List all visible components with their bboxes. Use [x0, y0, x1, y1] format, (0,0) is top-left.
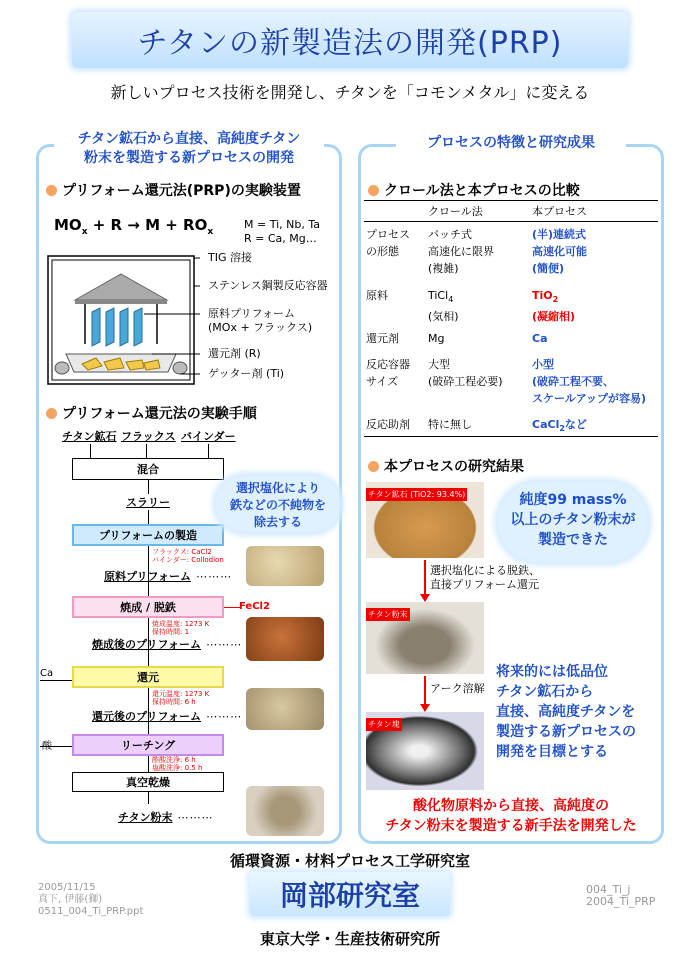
label-reductant: 還元剤 (R) [208, 347, 261, 360]
titanium-powder-row: チタン粉末 ⋯⋯⋯ [118, 811, 214, 824]
row-vessel-this: 小型 (破砕工程不要、 スケールアップが容易) [532, 358, 647, 405]
label-getter: ゲッター剤 (Ti) [208, 367, 285, 380]
title-banner [72, 12, 628, 68]
step-leaching: リーチング [72, 734, 224, 756]
reduction-conditions: 還元温度: 1273 K 保持時間: 6 h [152, 690, 210, 706]
bullet-icon [46, 185, 57, 196]
titanium-powder-photo [246, 786, 324, 836]
input-ore: チタン鉱石 [62, 430, 117, 443]
ingot-photo: チタン塊 [366, 712, 484, 790]
compare-title: クロール法と本プロセスの比較 [368, 180, 580, 200]
make-conditions: フラックス: CaCl2 バインダー: Collodion [152, 548, 224, 564]
step-vacuum-dry: 真空乾燥 [72, 772, 224, 792]
row-vessel-label: 反応容器 サイズ [366, 358, 410, 388]
arrow-down-icon [420, 704, 430, 712]
lab-name: 岡部研究室 [279, 879, 420, 912]
conclusion-text: 酸化物原料から直接、高純度の チタン粉末を製造する新手法を開発した [385, 798, 637, 834]
row-aid-kroll: 特に無し [428, 418, 472, 431]
input-binder: バインダー [181, 430, 236, 443]
bullet-icon [368, 185, 379, 196]
reduced-preform-row: 還元後のプリフォーム ⋯⋯⋯ [92, 710, 243, 723]
footer-left-meta: 2005/11/15 真下, 伊藤(獅) 0511_004_Ti_PRP.ppt [38, 882, 144, 917]
lab-full-name: 循環資源・材料プロセス工学研究室 [229, 852, 470, 870]
page-title: チタンの新製造法の開発(PRP) [137, 26, 563, 61]
equation-notes: M = Ti, Nb, Ta R = Ca, Mg… [244, 218, 320, 245]
reduced-preform-photo [246, 688, 324, 730]
arc-melting-step: アーク溶解 [430, 682, 485, 695]
row-material-this: TiO$_2$ (凝縮相) [532, 289, 576, 324]
row-aid-label: 反応助剤 [366, 418, 410, 431]
bullet-icon [368, 461, 379, 472]
row-vessel-kroll: 大型 (破砕工程必要) [428, 358, 503, 388]
row-reductant-this: Ca [532, 332, 548, 345]
col-kroll: クロール法 [428, 205, 483, 218]
results-title: 本プロセスの研究結果 [368, 456, 524, 476]
row-form-kroll: バッチ式 高速化に限界 (複雑) [428, 228, 494, 275]
reaction-equation: $MO_x + R \to M + RO_x$ [54, 216, 214, 237]
row-aid-this: CaCl$_2$など [532, 418, 587, 434]
fecl2-output: FeCl2 [239, 601, 270, 612]
apparatus-title: プリフォーム還元法(PRP)の実験装置 [46, 180, 301, 200]
step-mix: 混合 [72, 458, 224, 480]
purity-result-cloud: 純度99 mass% 以上のチタン粉末が 製造できた [498, 482, 648, 562]
left-panel-heading: チタン鉱石から直接、高純度チタン 粉末を製造する新プロセスの開発 [54, 130, 324, 168]
acid-input [42, 737, 52, 752]
label-tig: TIG 溶接 [208, 251, 252, 264]
apparatus-diagram [40, 250, 200, 390]
lab-name-banner [250, 872, 450, 916]
row-form-label: プロセス の形態 [366, 228, 410, 258]
ore-photo: チタン鉱石 (TiO2: 93.4%) [366, 482, 484, 558]
col-this-process: 本プロセス [532, 205, 587, 218]
institute-name: 東京大学・生産技術研究所 [259, 930, 440, 948]
raw-preform-photo [246, 546, 324, 586]
label-preform: 原料プリフォーム (MOx + フラックス) [208, 307, 313, 334]
label-vessel: ステンレス鋼製反応容器 [208, 279, 328, 292]
subtitle: 新しいプロセス技術を開発し、チタンを「コモンメタル」に変える [110, 83, 590, 102]
dechlorination-step: 選択塩化による脱鉄、 直接プリフォーム還元 [430, 564, 540, 591]
bullet-icon [46, 408, 57, 419]
procedure-title: プリフォーム還元法の実験手順 [46, 403, 257, 423]
leach-conditions: 酢酸洗浄: 6 h 塩酸洗浄: 0.5 h [152, 756, 203, 772]
ca-input: Ca [40, 668, 54, 679]
input-flux: フラックス [121, 430, 176, 443]
row-form-this: (半)連続式 高速化可能 (簡便) [532, 228, 587, 275]
getter-right [173, 362, 187, 374]
row-reductant-label: 還元剤 [366, 332, 399, 345]
row-material-kroll: TiCl$_4$ (気相) [428, 289, 459, 324]
step-firing: 焼成 / 脱鉄 [72, 596, 224, 618]
row-reductant-kroll: Mg [428, 332, 445, 345]
right-panel-heading: プロセスの特徴と研究成果 [396, 134, 626, 153]
arrow-down-icon [420, 594, 430, 602]
row-material-label: 原料 [366, 289, 388, 302]
footer-right-meta: 004_Ti_j 2004_Ti_PRP [586, 883, 656, 908]
fired-preform-row: 焼成後のプリフォーム ⋯⋯⋯ [92, 638, 243, 651]
getter-left [55, 362, 69, 374]
step-reduction: 還元 [72, 666, 224, 688]
selective-chlorination-cloud: 選択塩化により 鉄などの不純物を 除去する [216, 476, 340, 532]
powder-photo: チタン粉末 [366, 602, 484, 674]
future-goal-text: 将来的には低品位 チタン鉱石から 直接、高純度チタンを 製造する新プロセスの 開発を目標とする [496, 664, 636, 760]
fired-preform-photo [246, 617, 324, 661]
step-preform-making: プリフォームの製造 [72, 524, 224, 546]
slurry-label: スラリー [126, 496, 170, 509]
fire-conditions: 焼成温度: 1273 K 保持時間: 1 [152, 620, 210, 636]
raw-preform-row: 原料プリフォーム ⋯⋯⋯ [104, 570, 233, 583]
